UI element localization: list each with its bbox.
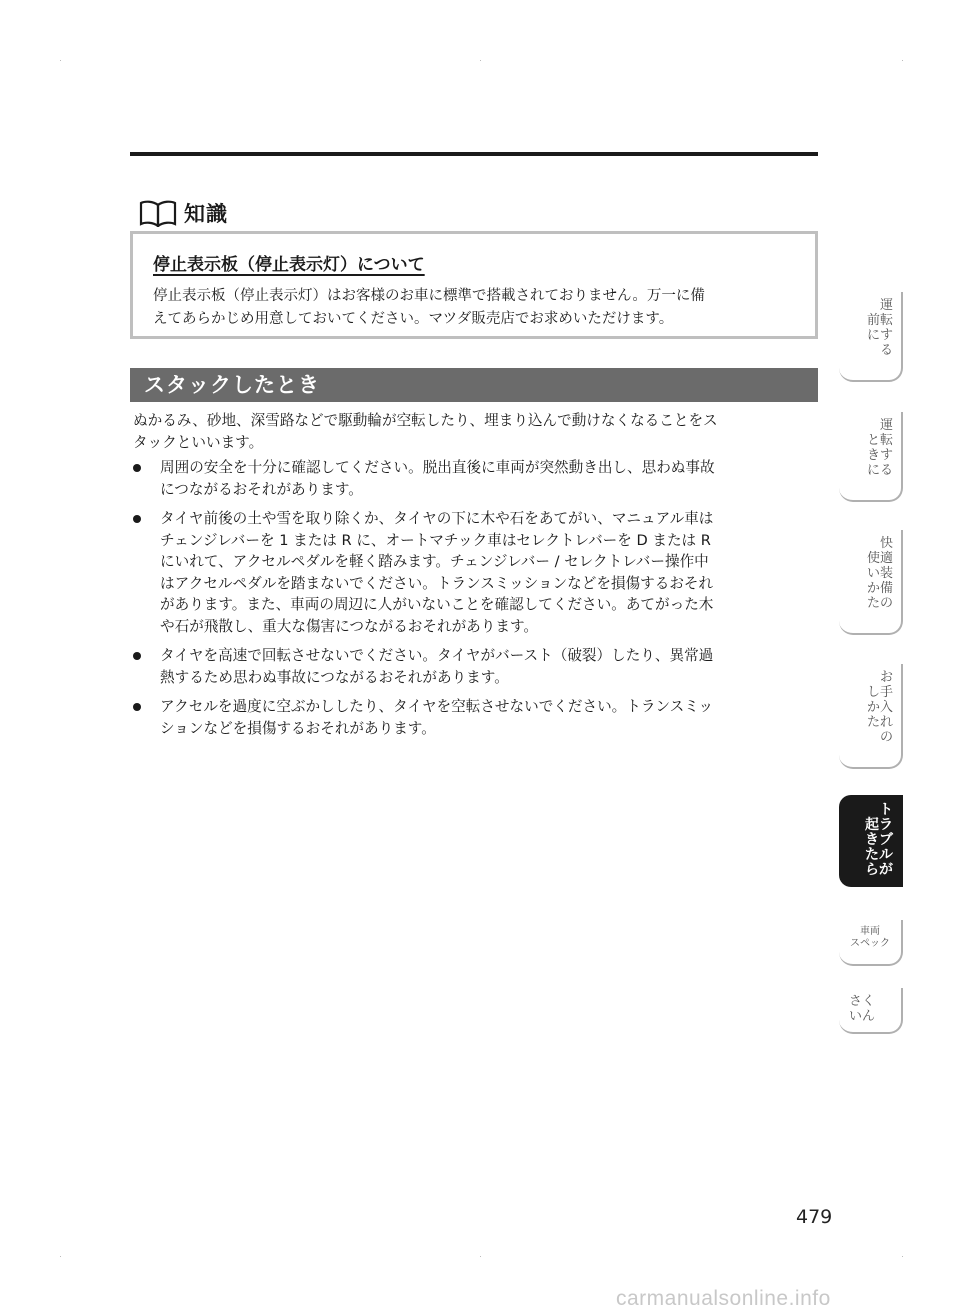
watermark: carmanualsonline.info [616, 1287, 831, 1310]
crop-mark [480, 60, 481, 61]
bullet-line: はアクセルペダルを踏まないでください。トランスミッションなどを損傷するおそれ [160, 574, 714, 592]
knowledge-header [138, 198, 228, 228]
bullet-item [133, 508, 818, 637]
crop-mark [480, 1256, 481, 1257]
bullet-item [133, 696, 818, 739]
bullet-line: があります。また、車両の周辺に人がいないことを確認してください。あてがった木 [160, 596, 714, 613]
note-body [153, 285, 795, 331]
book-icon [138, 199, 178, 227]
chapter-tabs [839, 0, 904, 1100]
bullet-line: タイヤ前後の土や雪を取り除くか、タイヤの下に木や石をあてがい、マニュアル車は [160, 510, 714, 527]
bullet-line: 周囲の安全を十分に確認してください。脱出直後に車両が突然動き出し、思わぬ事故 [160, 459, 715, 476]
crop-mark [60, 60, 61, 61]
bullet-line: アクセルを過度に空ぶかししたり、タイヤを空転させないでください。トランスミッ [160, 698, 714, 715]
bullet-line: や石が飛散し、重大な傷害につながるおそれがあります。 [160, 617, 538, 635]
bullet-dot [133, 703, 141, 711]
crop-mark [902, 1256, 903, 1257]
knowledge-title: 知識 [184, 202, 228, 226]
bullet-item [133, 457, 818, 500]
knowledge-note-box [130, 231, 818, 339]
crop-mark [60, 1256, 61, 1257]
bullet-line: 熱するため思わぬ事故につながるおそれがあります。 [160, 668, 509, 686]
bullet-dot [133, 464, 141, 472]
note-line: 停止表示板（停止表示灯）はお客様のお車に標準で搭載されておりません。万一に備 [153, 288, 705, 304]
section-content [133, 410, 818, 743]
bullet-item [133, 645, 818, 688]
section-title: スタックしたとき [130, 368, 818, 402]
chapter-tab-specifications[interactable]: 車両 スペック [839, 920, 903, 966]
chapter-tab-index[interactable]: さく いん [839, 988, 903, 1034]
top-rule [130, 152, 818, 156]
chapter-tab-before-driving[interactable]: 運 前転 にす る [839, 292, 903, 382]
chapter-tab-comfort-equipment[interactable]: 快 使適 い装 か備 たの [839, 530, 903, 635]
intro-paragraph [133, 410, 818, 453]
bullet-line: チェンジレバーを 1 または R に、オートマチック車はセレクトレバーを D または R [160, 531, 711, 549]
bullet-dot [133, 652, 141, 660]
page-number: 479 [796, 1206, 833, 1228]
intro-line: ぬかるみ、砂地、深雪路などで駆動輪が空転したり、埋まり込んで動けなくなることをス [133, 412, 718, 429]
note-line: えてあらかじめ用意しておいてください。マツダ販売店でお求めいただけます。 [153, 311, 674, 327]
chapter-tab-maintenance[interactable]: お し手 か入 たれ の [839, 664, 903, 769]
chapter-tab-while-driving[interactable]: 運 と転 きす にる [839, 412, 903, 502]
bullet-line: にいれて、アクセルペダルを軽く踏みます。チェンジレバー / セレクトレバー操作中 [160, 553, 709, 570]
chapter-tab-troubleshooting[interactable]: ト 起ラ きブ たル らが [839, 795, 903, 887]
bullet-line: につながるおそれがあります。 [160, 480, 363, 498]
intro-line: タックといいます。 [133, 433, 264, 451]
bullet-dot [133, 515, 141, 523]
bullet-line: ションなどを損傷するおそれがあります。 [160, 719, 436, 737]
note-title: 停止表示板（停止表示灯）について [153, 255, 425, 275]
crop-mark [902, 60, 903, 61]
bullet-line: タイヤを高速で回転させないでください。タイヤがバースト（破裂）したり、異常過 [160, 647, 714, 664]
